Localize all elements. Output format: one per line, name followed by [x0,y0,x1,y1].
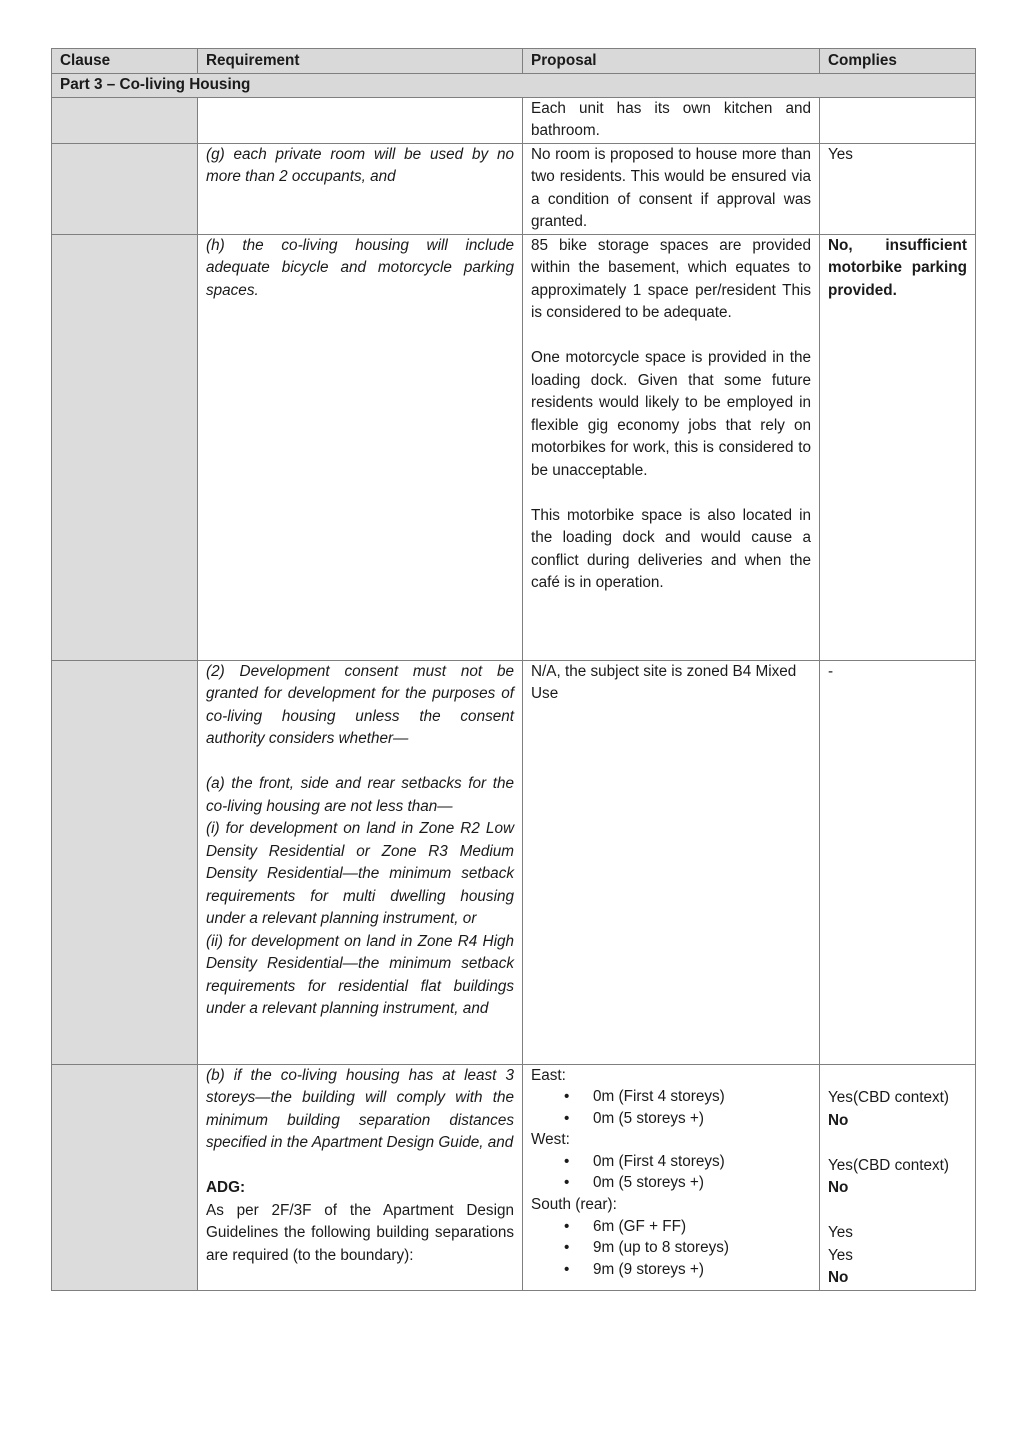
proposal-text: No room is proposed to house more than two residents. This would be ensured via a condition of consent if approval was granted. [531,145,811,230]
header-proposal: Proposal [523,49,820,74]
adg-heading: ADG: [206,1179,246,1196]
part-row [52,74,976,98]
proposal-cell [523,660,820,1064]
proposal-text: One motorcycle space is provided in the loading dock. Given that some future residents would likely to be employed in flexible gig economy jobs that rely on motorbikes for work, this is considered to be unacceptable. [531,349,811,479]
list-item: • 0m (First 4 storeys) [593,1086,811,1108]
table-row [52,143,976,234]
proposal-cell [523,1064,820,1290]
list-item: • 0m (5 storeys +) [593,1108,811,1130]
complies-text: Yes [828,145,853,163]
complies-text: No [828,1269,849,1286]
list-item: • 9m (9 storeys +) [593,1259,811,1281]
proposal-cell [523,143,820,234]
west-label: West: [531,1131,570,1149]
compliance-table [51,48,976,1291]
west-list [531,1151,811,1194]
proposal-text: Each unit has its own kitchen and bathroom. [531,99,811,139]
requirement-text: (h) the co-living housing will include adequate bicycle and motorcycle parking spaces. [206,236,514,299]
clause-cell [52,97,198,143]
complies-cell [820,234,976,660]
list-item: • 6m (GF + FF) [593,1216,811,1238]
complies-cell [820,97,976,143]
clause-cell [52,660,198,1064]
table-row [52,97,976,143]
complies-text: No [828,1111,849,1129]
header-complies: Complies [820,49,976,74]
complies-text: Yes [828,1246,853,1264]
south-label: South (rear): [531,1196,617,1214]
part-title: Part 3 – Co-living Housing [52,74,976,98]
requirement-text: (a) the front, side and rear setbacks for the co-living housing are not less than— [206,775,514,815]
requirement-text: (i) for development on land in Zone R2 Low Density Residential or Zone R3 Medium Density Residential—the minimum setback requirements for multi dwelling housing under a relevant planning instrument, or [206,820,514,927]
complies-text: Yes(CBD context) [828,1156,950,1174]
adg-text: As per 2F/3F of the Apartment Design Guidelines the following building separations are required (to the boundary): [206,1201,514,1264]
clause-cell [52,234,198,660]
table-row [52,1064,976,1290]
header-requirement: Requirement [198,49,523,74]
south-list [531,1216,811,1281]
clause-cell [52,1064,198,1290]
proposal-text: 85 bike storage spaces are provided within the basement, which equates to approximately 1 space per/resident This is considered to be adequate. [531,236,811,321]
table-row [52,234,976,660]
table-row [52,660,976,1064]
requirement-cell [198,660,523,1064]
clause-cell [52,143,198,234]
requirement-cell [198,97,523,143]
requirement-cell [198,143,523,234]
complies-text: Yes [828,1224,853,1241]
complies-cell [820,660,976,1064]
complies-cell [820,1064,976,1290]
east-label: East: [531,1066,566,1084]
list-item: • 0m (5 storeys +) [593,1172,811,1194]
east-list [531,1086,811,1129]
requirement-cell [198,1064,523,1290]
complies-text: No, insufficient motorbike parking provided. [828,236,967,299]
requirement-cell [198,234,523,660]
proposal-cell [523,97,820,143]
table-header-row [52,49,976,74]
complies-text: - [828,662,834,680]
proposal-cell [523,234,820,660]
header-clause: Clause [52,49,198,74]
requirement-text: (g) each private room will be used by no more than 2 occupants, and [206,145,514,185]
complies-text: No [828,1179,849,1196]
proposal-text: N/A, the subject site is zoned B4 Mixed Use [531,662,797,702]
proposal-text: This motorbike space is also located in the loading dock and would cause a conflict during deliveries and when the café is in operation. [531,506,811,591]
requirement-text: (b) if the co-living housing has at least 3 storeys—the building will comply with the minimum building separation distances specified in the Apartment Design Guide, and [206,1066,514,1151]
list-item: • 0m (First 4 storeys) [593,1151,811,1173]
requirement-text: (2) Development consent must not be granted for development for the purposes of co-living housing unless the consent authority considers whether— [206,662,514,747]
list-item: • 9m (up to 8 storeys) [593,1237,811,1259]
complies-cell [820,143,976,234]
complies-text: Yes(CBD context) [828,1089,950,1106]
requirement-text: (ii) for development on land in Zone R4 High Density Residential—the minimum setback requirements for residential flat buildings under a relevant planning instrument, and [206,932,514,1017]
